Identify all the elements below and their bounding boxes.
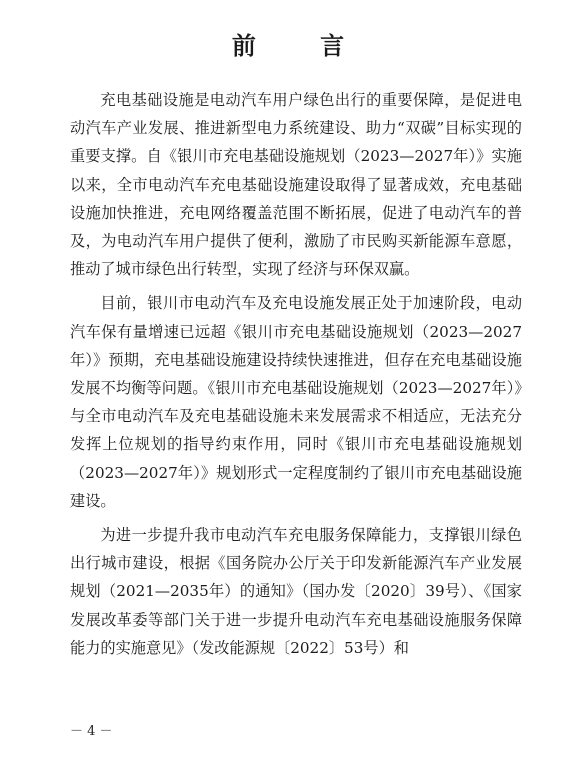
paragraph: 目前，银川市电动汽车及充电设施发展正处于加速阶段，电动汽车保有量增速已远超《银川市充电基础设施规划（2023—2027年）》预期，充电基础设施建设持续快速推进，但存在充电基础设施发展不均衡等问题。《银川市充电基础设施规划（2023—2027年）》与全市电动汽车及充电基础设施未来发展需求不相适应，无法充分发挥上位规划的指导约束作用，同时《银川市充电基础设施规划（2023—2027年）》规划形式一定程度制约了银川市充电基础设施建设。 bbox=[70, 294, 522, 510]
paragraph: 充电基础设施是电动汽车用户绿色出行的重要保障，是促进电动汽车产业发展、推进新型电力系统建设、助力“双碳”目标实现的重要支撑。自《银川市充电基础设施规划（2023—2027年）》实施以来，全市电动汽车充电基础设施建设取得了显著成效，充电基础设施加快推进，充电网络覆盖范围不断拓展，促进了电动汽车的普及，为电动汽车用户提供了便利，激励了市民购买新能源车意愿，推动了城市绿色出行转型，实现了经济与环保双赢。 bbox=[70, 91, 522, 279]
body-text bbox=[70, 86, 522, 668]
page-title: 前 言 bbox=[231, 31, 373, 60]
paragraph: 为进一步提升我市电动汽车充电服务保障能力，支撑银川绿色出行城市建设，根据《国务院办公厅关于印发新能源汽车产业发展规划（2021—2035年）的通知》（国办发〔2020〕39号）、《国家发展改革委等部门关于进一步提升电动汽车充电基础设施服务保障能力的实施意见》（发改能源规〔2022〕53号）和 bbox=[70, 526, 522, 657]
page-number: － 4 － bbox=[70, 724, 113, 739]
